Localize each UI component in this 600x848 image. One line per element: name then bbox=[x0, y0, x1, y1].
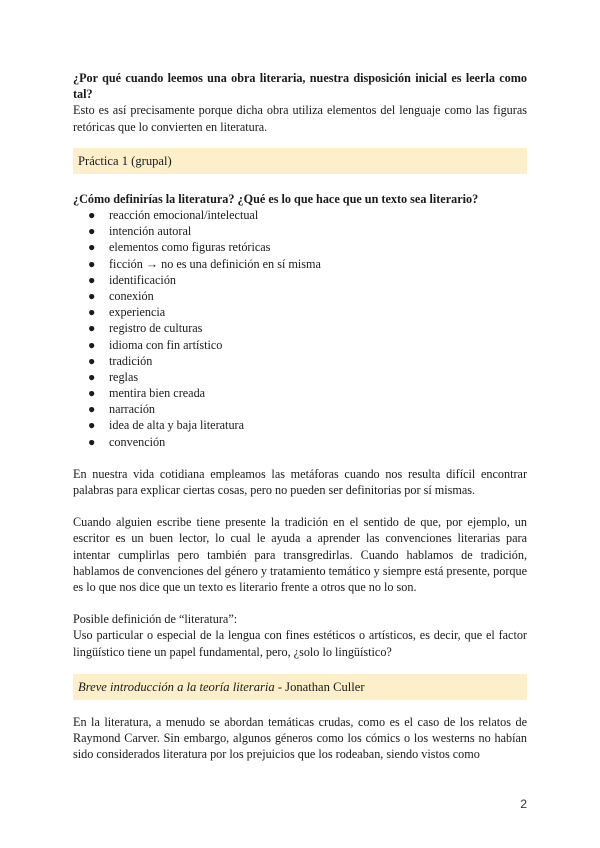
bullet-icon: ● bbox=[88, 272, 96, 287]
reading-callout bbox=[73, 674, 527, 700]
list-item: ● tradición bbox=[88, 353, 153, 368]
bullet-icon: ● bbox=[88, 321, 96, 336]
body-paragraph-1: En nuestra vida cotidiana empleamos las metáforas cuando nos resulta difícil encontrar palabras para explicar ciertas cosas, pero no pueden ser definitorias por sí mismas. bbox=[73, 466, 527, 498]
answer-paragraph-1: Esto es así precisamente porque dicha obra utiliza elementos del lenguaje como las figuras retóricas que lo convierten en literatura. bbox=[73, 103, 527, 134]
bullet-icon: ● bbox=[88, 305, 96, 320]
list-item: ● reacción emocional/intelectual bbox=[88, 208, 259, 223]
bullet-icon: ● bbox=[88, 418, 96, 433]
list-item: ● experiencia bbox=[88, 305, 166, 320]
body-paragraph-2: Cuando alguien escribe tiene presente la tradición en el sentido de que, por ejemplo, un escritor es un buen lector, lo cual le ayuda a aprender las convenciones literarias para intentar cumplirlas pero también para transgredirlas. Cuando hablamos de tradición, hablamos de convenciones del género y tratamiento temático y siempre está presente, porque es lo que nos dice que un texto es literario frente a otros que no lo son. bbox=[73, 515, 527, 595]
definition-label: Posible definición de “literatura”: bbox=[73, 612, 238, 627]
bullet-icon: ● bbox=[88, 434, 96, 449]
reading-title: Breve introducción a la teoría literaria bbox=[78, 679, 275, 694]
bullet-icon: ● bbox=[88, 369, 96, 384]
list-item: ● intención autoral bbox=[88, 224, 192, 239]
list-item: ● ficción → no es una definición en sí misma bbox=[88, 256, 321, 271]
question-heading-2: ¿Cómo definirías la literatura? ¿Qué es lo que hace que un texto sea literario? bbox=[73, 191, 479, 206]
list-item: ● mentira bien creada bbox=[88, 386, 206, 401]
reading-author: - Jonathan Culler bbox=[274, 679, 365, 694]
bullet-icon: ● bbox=[88, 353, 96, 368]
bullet-icon: ● bbox=[88, 224, 96, 239]
list-item: ● identificación bbox=[88, 272, 177, 287]
list-item: ● idioma con fin artístico bbox=[88, 337, 223, 352]
bullet-icon: ● bbox=[88, 288, 96, 303]
list-item: ● registro de culturas bbox=[88, 321, 203, 336]
page-number: 2 bbox=[520, 797, 527, 811]
list-item: ● idea de alta y baja literatura bbox=[88, 418, 245, 433]
question-heading-1: ¿Por qué cuando leemos una obra literaria, nuestra disposición inicial es leerla como tal? bbox=[73, 71, 527, 102]
bullet-icon: ● bbox=[88, 208, 96, 223]
body-paragraph-3: En la literatura, a menudo se abordan temáticas crudas, como es el caso de los relatos de Raymond Carver. Sin embargo, algunos géneros como los cómics o los westerns no habían sido considerados literatura por los prejuicios que los rodeaban, siendo vistos como bbox=[73, 714, 527, 762]
list-item: ● convención bbox=[88, 434, 166, 449]
definition-text: Uso particular o especial de la lengua con fines estéticos o artísticos, es decir, que el factor lingüístico tiene un papel fundamental, pero, ¿solo lo lingüístico? bbox=[73, 628, 527, 659]
practice-title: Práctica 1 (grupal) bbox=[78, 153, 172, 168]
bullet-icon: ● bbox=[88, 256, 96, 271]
page-content bbox=[73, 70, 527, 762]
list-item: ● elementos como figuras retóricas bbox=[88, 240, 271, 255]
list-item: ● reglas bbox=[88, 369, 139, 384]
bullet-icon: ● bbox=[88, 386, 96, 401]
list-item: ● conexión bbox=[88, 288, 154, 303]
bullet-icon: ● bbox=[88, 240, 96, 255]
list-item: ● narración bbox=[88, 402, 156, 417]
bullet-icon: ● bbox=[88, 337, 96, 352]
bullet-list bbox=[73, 207, 527, 450]
bullet-icon: ● bbox=[88, 402, 96, 417]
practice-callout bbox=[73, 148, 527, 174]
